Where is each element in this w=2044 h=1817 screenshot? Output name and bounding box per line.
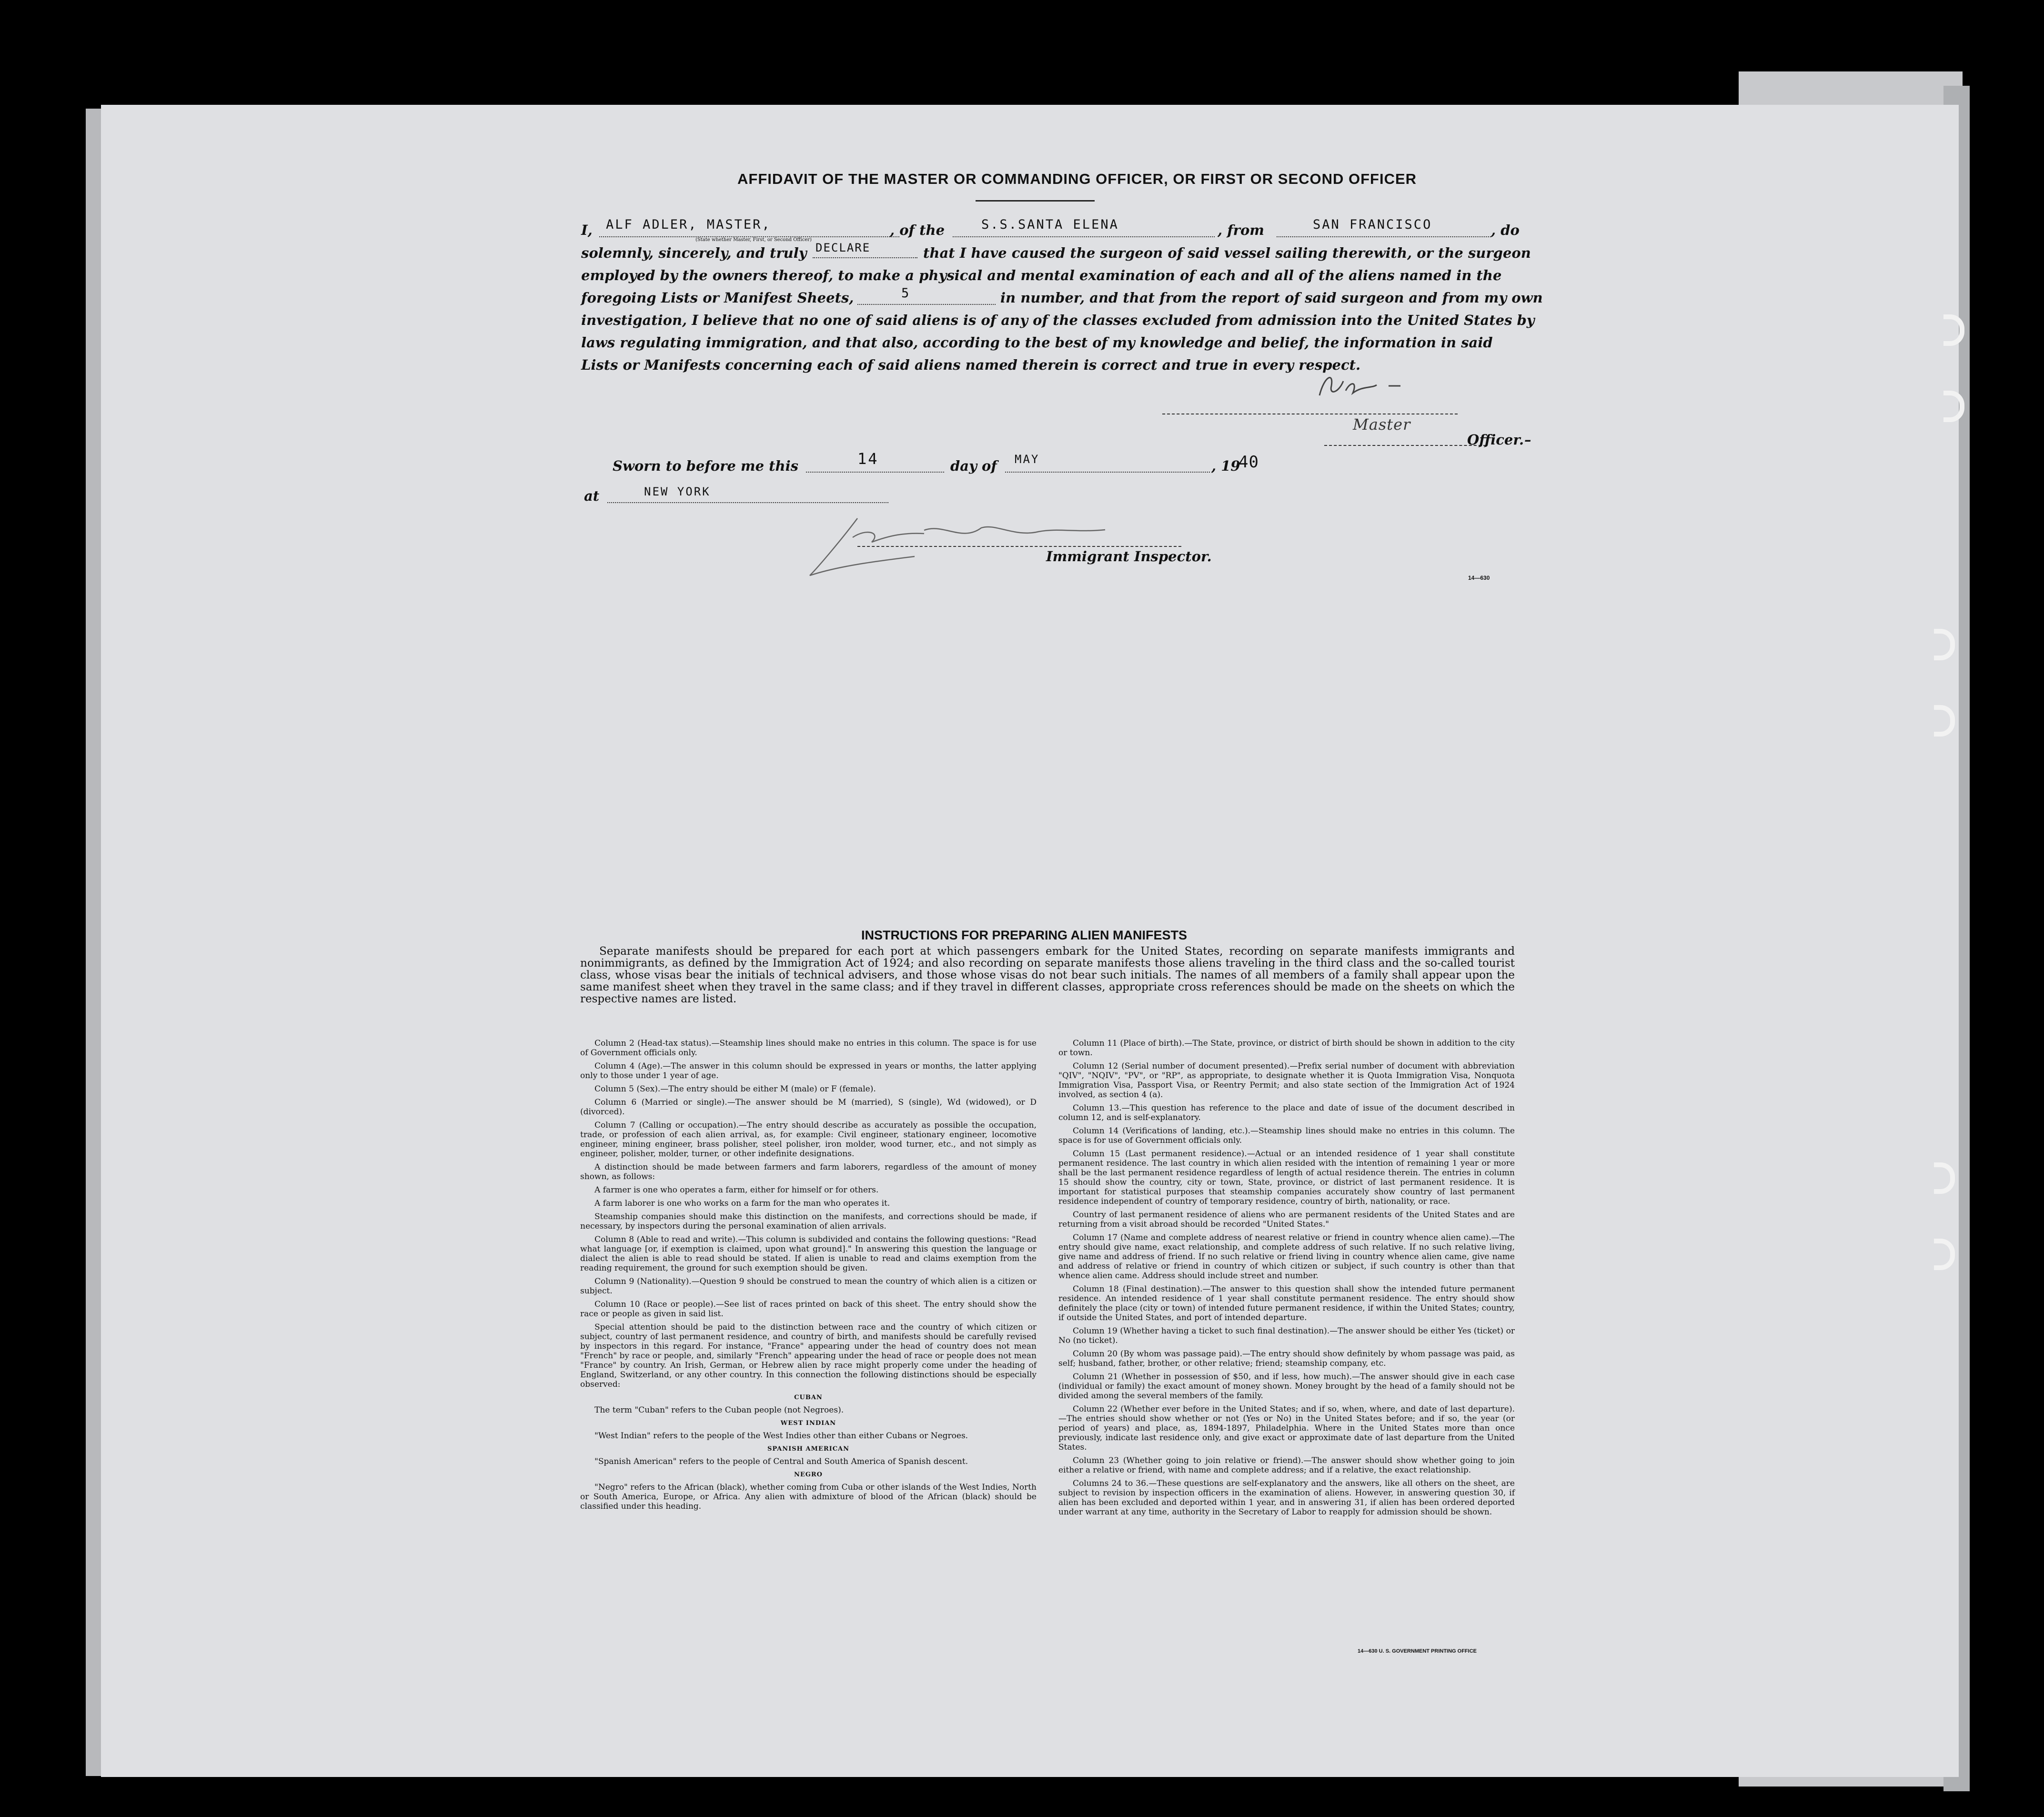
instr-col19: Column 19 (Whether having a ticket to such final destination).—The answer should be either Yes (ticket) or No (no ticket). — [1058, 1326, 1515, 1345]
form-number-top: 14—630 — [1468, 575, 1490, 581]
sworn-prefix: Sworn to before me this — [613, 458, 798, 474]
instr-col8: Column 8 (Able to read and write).—This column is subdivided and contains the following questions: "Read what language [or, if exemption is claimed, upon what ground]." In answering this question the language or dialect the alien is able to read should be stated. If alien is unable to read and claims exemption from the reading requirement, the ground for such exemption should be given. — [580, 1235, 1037, 1273]
instr-residence-us: Country of last permanent residence of aliens who are permanent residents of the United States and are returning from a visit abroad should be recorded "United States." — [1058, 1210, 1515, 1229]
instr-col12: Column 12 (Serial number of document presented).—Prefix serial number of document with abbreviation "QIV", "NQIV", "PV", or "RP", as appropriate, to designate whether it is Quota Immigration Visa, Nonquota Immigration Visa, Passport Visa, or Reentry Permit; and also state section of the Immigration Act of 1924 involved, as section 4 (a). — [1058, 1061, 1515, 1100]
instr-col10: Column 10 (Race or people).—See list of races printed on back of this sheet. The entry should show the race or people as given in said list. — [580, 1300, 1037, 1319]
instr-col13: Column 13.—This question has reference to the place and date of issue of the document described in column 12, and is self-explanatory. — [1058, 1103, 1515, 1122]
instr-farmer-distinction: A distinction should be made between farmers and farm laborers, regardless of the amount of money shown, as follows: — [580, 1162, 1037, 1181]
instr-col15: Column 15 (Last permanent residence).—Actual or an intended residence of 1 year shall constitute permanent residence. The last country in which alien resided with the intention of remaining 1 year or more shall be the last permanent residence regardless of length of actual residence therein. The entries in column 15 should show the country, city or town, State, province, or district of last permanent residence. It is important for statistical purposes that steamship companies accurately show country of last permanent residence independent of country of temporary residence, country of birth, nationality, or race. — [1058, 1149, 1515, 1206]
instr-col6: Column 6 (Married or single).—The answer should be M (married), S (single), Wd (widowed), or D (divorced). — [580, 1098, 1037, 1117]
master-signature — [1305, 367, 1420, 410]
instr-farm-laborer: A farm laborer is one who works on a farm for the man who operates it. — [594, 1199, 890, 1208]
heading-negro: NEGRO — [794, 1471, 823, 1478]
intro-text: Separate manifests should be prepared for each port at which passengers embark for the United States, recording on separate manifests immigrants and nonimmigrants, as defined by the Immigration Act of 1924; and also recording on separate manifests those aliens traveling in the third class and the so-called tourist class, whose visas bear the initials of technical advisers, and those whose visas do not bear such initials. The names of all members of a family shall appear upon the same manifest sheet when they travel in the same class; and if they travel in different classes, appropriate cross references should be made on the sheets on which the respective names are listed. — [580, 945, 1515, 1005]
instructions-intro — [580, 946, 1515, 1005]
sworn-year: 40 — [1238, 453, 1259, 472]
instr-col24-36: Columns 24 to 36.—These questions are self-explanatory and the answers, like all others on the sheet, are subject to revision by inspection officers in the examination of aliens. However, in answering question 30, if alien has been excluded and deported within 1 year, and in answering 31, if alien has been ordered deported under warrant at any time, authority in the Secretary of Labor to reapply for admission should be shown. — [1058, 1479, 1515, 1517]
instr-col2: Column 2 (Head-tax status).—Steamship lines should make no entries in this column. The space is for use of Government officials only. — [580, 1039, 1037, 1058]
instr-col14: Column 14 (Verifications of landing, etc.).—Steamship lines should make no entries in this column. The space is for use of Government officials only. — [1058, 1126, 1515, 1145]
instr-col9: Column 9 (Nationality).—Question 9 should be construed to mean the country of which alien is a citizen or subject. — [580, 1277, 1037, 1296]
page-fold-edge — [86, 109, 103, 1776]
instr-col22: Column 22 (Whether ever before in the United States; and if so, when, where, and date of last departure).—The entries should show whether or not (Yes or No) in the United States before; and if so, the year (or period of years) and place, as, 1894-1897, Philadelphia. Where in the United States more than once previously, indicate last residence only, and give exact or approximate date of last departure from the United States. — [1058, 1404, 1515, 1452]
printing-office-footer: 14—630 U. S. GOVERNMENT PRINTING OFFICE — [1358, 1648, 1477, 1654]
line1-do: , do — [1491, 222, 1520, 238]
officer-name: ALF ADLER, MASTER, — [606, 217, 771, 232]
instr-col20: Column 20 (By whom was passage paid).—The entry should show definitely by whom passage was paid, as self; husband, father, brother, or other relative; friend; steamship company, etc. — [1058, 1349, 1515, 1368]
instr-farmer: A farmer is one who operates a farm, either for himself or for others. — [594, 1185, 879, 1195]
affidavit-line-3: employed by the owners thereof, to make a physical and mental examination of each and all of the aliens named in the — [581, 267, 1502, 283]
instr-race-distinction: Special attention should be paid to the distinction between race and the country of which citizen or subject, country of last permanent residence, and country of birth, and manifests should be carefully revised by inspectors in this regard. For instance, "France" appearing under the head of country does not mean "French" by race or people, and, similarly "French" appearing under the head of race or people does not mean "France" by country. An Irish, German, or Hebrew alien by race might properly come under the heading of England, Switzerland, or any other country. In this connection the following distinctions should be especially observed: — [580, 1322, 1037, 1389]
instr-col11: Column 11 (Place of birth).—The State, province, or district of birth should be shown in addition to the city or town. — [1058, 1039, 1515, 1058]
line1-prefix: I, — [581, 222, 593, 238]
instr-col5: Column 5 (Sex).—The entry should be either M (male) or F (female). — [594, 1084, 876, 1094]
rank-note: (State whether Master, First, or Second Officer) — [695, 237, 812, 242]
affidavit-line-7: Lists or Manifests concerning each of said aliens named therein is correct and true in every respect. — [581, 357, 1361, 373]
instr-col4: Column 4 (Age).—The answer in this column should be expressed in years or months, the latter applying only to those under 1 year of age. — [580, 1061, 1037, 1080]
place-blank — [607, 502, 888, 503]
sheets-count-blank — [857, 304, 996, 305]
instr-spanish-american: "Spanish American" refers to the people of Central and South America of Spanish descent. — [594, 1457, 968, 1466]
vessel-name: S.S.SANTA ELENA — [981, 217, 1119, 232]
instructions-left-column — [580, 1039, 1037, 1515]
instr-col7: Column 7 (Calling or occupation).—The entry should describe as accurately as possible the occupation, trade, or profession of each alien arrival, as, for example: Civil engineer, stationary engineer, locomotive engineer, mining engineer, brass polisher, steel polisher, iron molder, wood turner, etc., and not simply as engineer, polisher, molder, turner, or other indefinite designations. — [580, 1120, 1037, 1159]
affidavit-line-5: investigation, I believe that no one of said aliens is of any of the classes excluded from admission into the United States by — [581, 312, 1535, 328]
instr-col23: Column 23 (Whether going to join relative or friend).—The answer should show whether going to join either a relative or friend, with name and complete address; and if a relative, the exact relationship. — [1058, 1456, 1515, 1475]
at-label: at — [584, 488, 600, 504]
line2-text: that I have caused the surgeon of said vessel sailing therewith, or the surgeon — [923, 245, 1531, 261]
title-rule — [976, 200, 1095, 202]
instr-negro: "Negro" refers to the African (black), whether coming from Cuba or other islands of the West Indies, North or South America, Europe, or Africa. Any alien with admixture of blood of the African (black) should be classified under this heading. — [580, 1483, 1037, 1511]
sheets-count: 5 — [901, 286, 911, 301]
affidavit-title: AFFIDAVIT OF THE MASTER OR COMMANDING OFFICER, OR FIRST OR SECOND OFFICER — [737, 171, 1417, 187]
officer-label: Officer. — [1467, 432, 1524, 448]
sworn-year-prefix: , 19 — [1211, 458, 1240, 474]
heading-west-indian: WEST INDIAN — [780, 1420, 836, 1427]
sworn-month: MAY — [1015, 453, 1040, 466]
officer-rank-handwritten: Master — [1353, 415, 1411, 434]
officer-rank-line — [1324, 445, 1486, 446]
line4-prefix: foregoing Lists or Manifest Sheets, — [581, 290, 854, 306]
line1-from: , from — [1218, 222, 1264, 238]
heading-cuban: CUBAN — [794, 1394, 823, 1401]
instr-col17: Column 17 (Name and complete address of nearest relative or friend in country whence alien came).—The entry should give name, exact relationship, and complete address of such relative. If no such relative living, give name and address of friend. If no such relative or friend living in country whence alien came, give name and address of relative or friend in country of which citizen or subject, if such country is other than that whence alien came. Address should include street and number. — [1058, 1233, 1515, 1281]
port-from: SAN FRANCISCO — [1313, 217, 1432, 232]
sworn-month-blank — [1005, 472, 1210, 473]
port-from-blank — [1277, 236, 1491, 237]
instructions-right-column — [1058, 1039, 1515, 1521]
declare-word: DECLARE — [816, 241, 871, 254]
affidavit-line-6: laws regulating immigration, and that also, according to the best of my knowledge and belief, the information in said — [581, 334, 1493, 351]
instr-steamship-distinction: Steamship companies should make this distinction on the manifests, and corrections should be made, if necessary, by inspectors during the personal examination of alien arrivals. — [580, 1212, 1037, 1231]
instr-col18: Column 18 (Final destination).—The answer to this question shall show the intended future permanent residence. An intended residence of 1 year shall constitute permanent residence. The entry should show definitely the place (city or town) of intended future permanent residence, if within the United States; country, if outside the United States, and port of intended departure. — [1058, 1284, 1515, 1322]
instr-west-indian: "West Indian" refers to the people of the West Indies other than either Cubans or Negroes. — [594, 1431, 968, 1441]
sworn-day-of: day of — [950, 458, 997, 474]
line2-prefix: solemnly, sincerely, and truly — [581, 245, 807, 261]
sworn-day: 14 — [857, 450, 879, 468]
declare-blank — [813, 257, 917, 258]
instructions-title: INSTRUCTIONS FOR PREPARING ALIEN MANIFESTS — [861, 928, 1188, 942]
inspector-label: Immigrant Inspector. — [1046, 548, 1212, 565]
line4-text: in number, and that from the report of said surgeon and from my own — [1000, 290, 1543, 306]
officer-label-dash: – — [1524, 432, 1531, 448]
sworn-day-blank — [806, 472, 944, 473]
instr-cuban: The term "Cuban" refers to the Cuban people (not Negroes). — [594, 1405, 844, 1415]
instr-col21: Column 21 (Whether in possession of $50, and if less, how much).—The answer should give in each case (individual or family) the exact amount of money shown. Money brought by the head of a family should not be divided among the several members of the family. — [1058, 1372, 1515, 1401]
line1-of-the: , of the — [890, 222, 945, 238]
heading-spanish-american: SPANISH AMERICAN — [767, 1445, 850, 1453]
sworn-place: NEW YORK — [644, 485, 711, 498]
vessel-blank — [953, 236, 1215, 237]
